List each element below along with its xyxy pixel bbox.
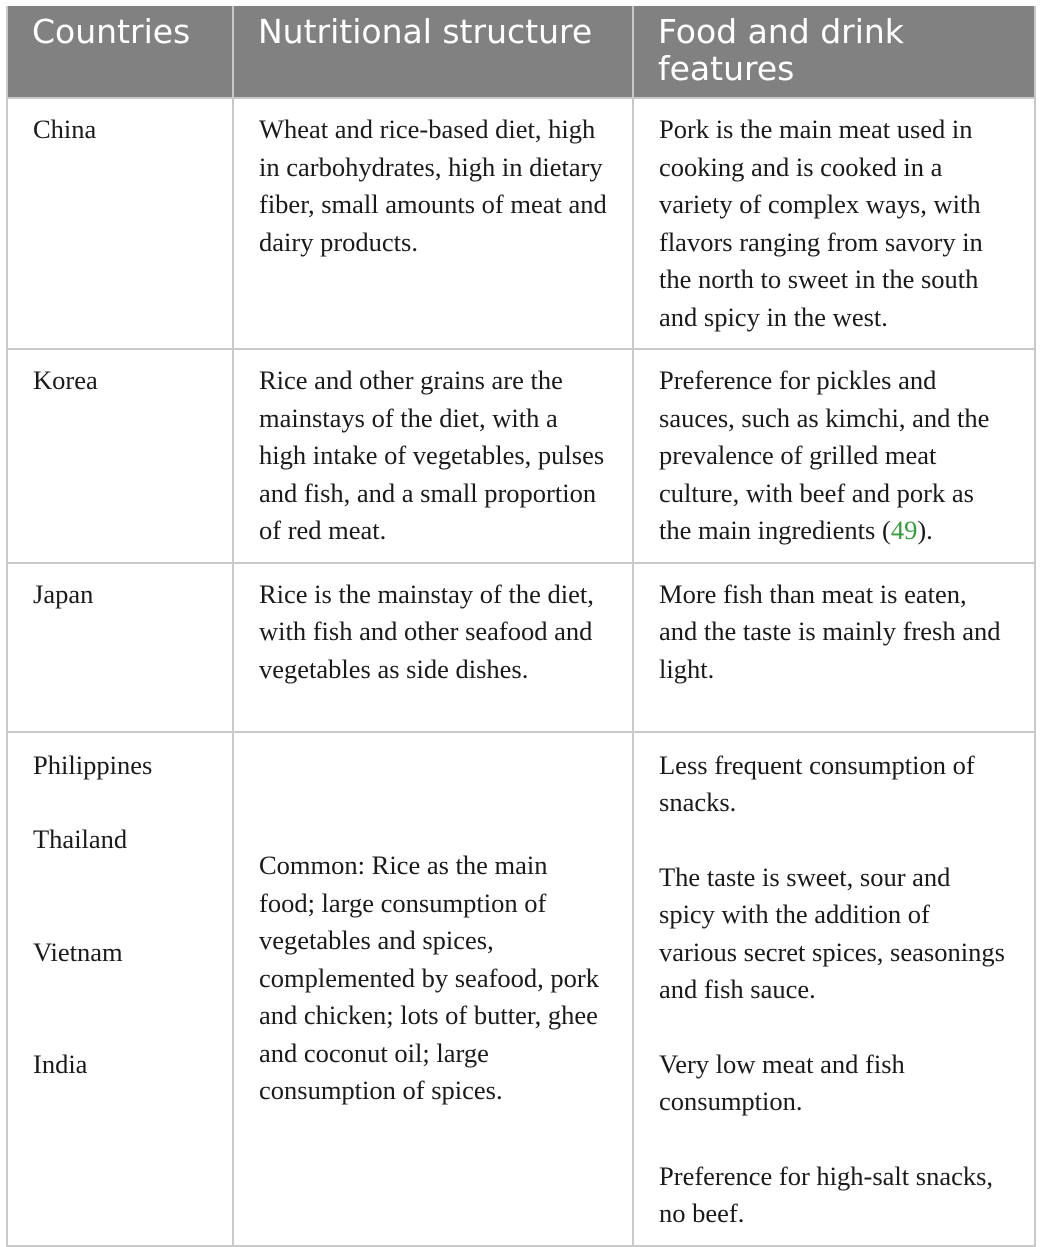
- table-row: [7, 349, 1035, 563]
- citation-link[interactable]: 49: [890, 515, 918, 545]
- header-food-drink-features: Food and drink features: [633, 6, 1035, 98]
- country-thailand: Thailand: [33, 824, 128, 854]
- diet-comparison-table: [6, 6, 1036, 1247]
- country-india: India: [33, 1049, 88, 1079]
- food-cell: More fish than meat is eaten, and the taste is mainly fresh and light.: [633, 563, 1035, 732]
- country-vietnam: Vietnam: [33, 936, 123, 967]
- nutrition-cell: Rice and other grains are the mainstays of the diet, with a high intake of vegetables, pulses and fish, and a small proportion of red meat.: [233, 349, 633, 563]
- table-row: [7, 732, 1035, 1246]
- food-text-end: ).: [917, 515, 933, 545]
- food-cell: Pork is the main meat used in cooking and is cooked in a variety of complex ways, with flavors ranging from savory in the north to sweet in the south and spicy in the west.: [633, 98, 1035, 349]
- country-cell-group: [7, 732, 233, 1246]
- food-text: Preference for pickles and sauces, such as kimchi, and the prevalence of grilled meat culture, with beef and pork as the main ingredients (: [659, 365, 990, 545]
- nutrition-cell-common: Common: Rice as the main food; large consumption of vegetables and spices, complemented by seafood, pork and chicken; lots of butter, ghee and coconut oil; large consumption of spices.: [233, 732, 633, 1246]
- country-cell: Japan: [7, 563, 233, 732]
- header-countries: Countries: [7, 6, 233, 98]
- food-philippines: Less frequent consumption of snacks.: [659, 749, 975, 817]
- country-cell: China: [7, 98, 233, 349]
- food-thailand: The taste is sweet, sour and spicy with the addition of various secret spices, seasonings and fish sauce.: [659, 861, 1005, 1004]
- header-row: [7, 6, 1035, 98]
- country-philippines: Philippines: [33, 749, 153, 780]
- country-cell: Korea: [7, 349, 233, 563]
- food-vietnam: Very low meat and fish consumption.: [659, 1048, 905, 1116]
- table-row: [7, 563, 1035, 732]
- nutrition-cell: Rice is the mainstay of the diet, with fish and other seafood and vegetables as side dishes.: [233, 563, 633, 732]
- header-nutritional-structure: Nutritional structure: [233, 6, 633, 98]
- table-row: [7, 98, 1035, 349]
- food-cell-group: [633, 732, 1035, 1246]
- food-cell: [633, 349, 1035, 563]
- nutrition-cell: Wheat and rice-based diet, high in carbohydrates, high in dietary fiber, small amounts of meat and dairy products.: [233, 98, 633, 349]
- food-india: Preference for high-salt snacks, no beef.: [659, 1160, 994, 1228]
